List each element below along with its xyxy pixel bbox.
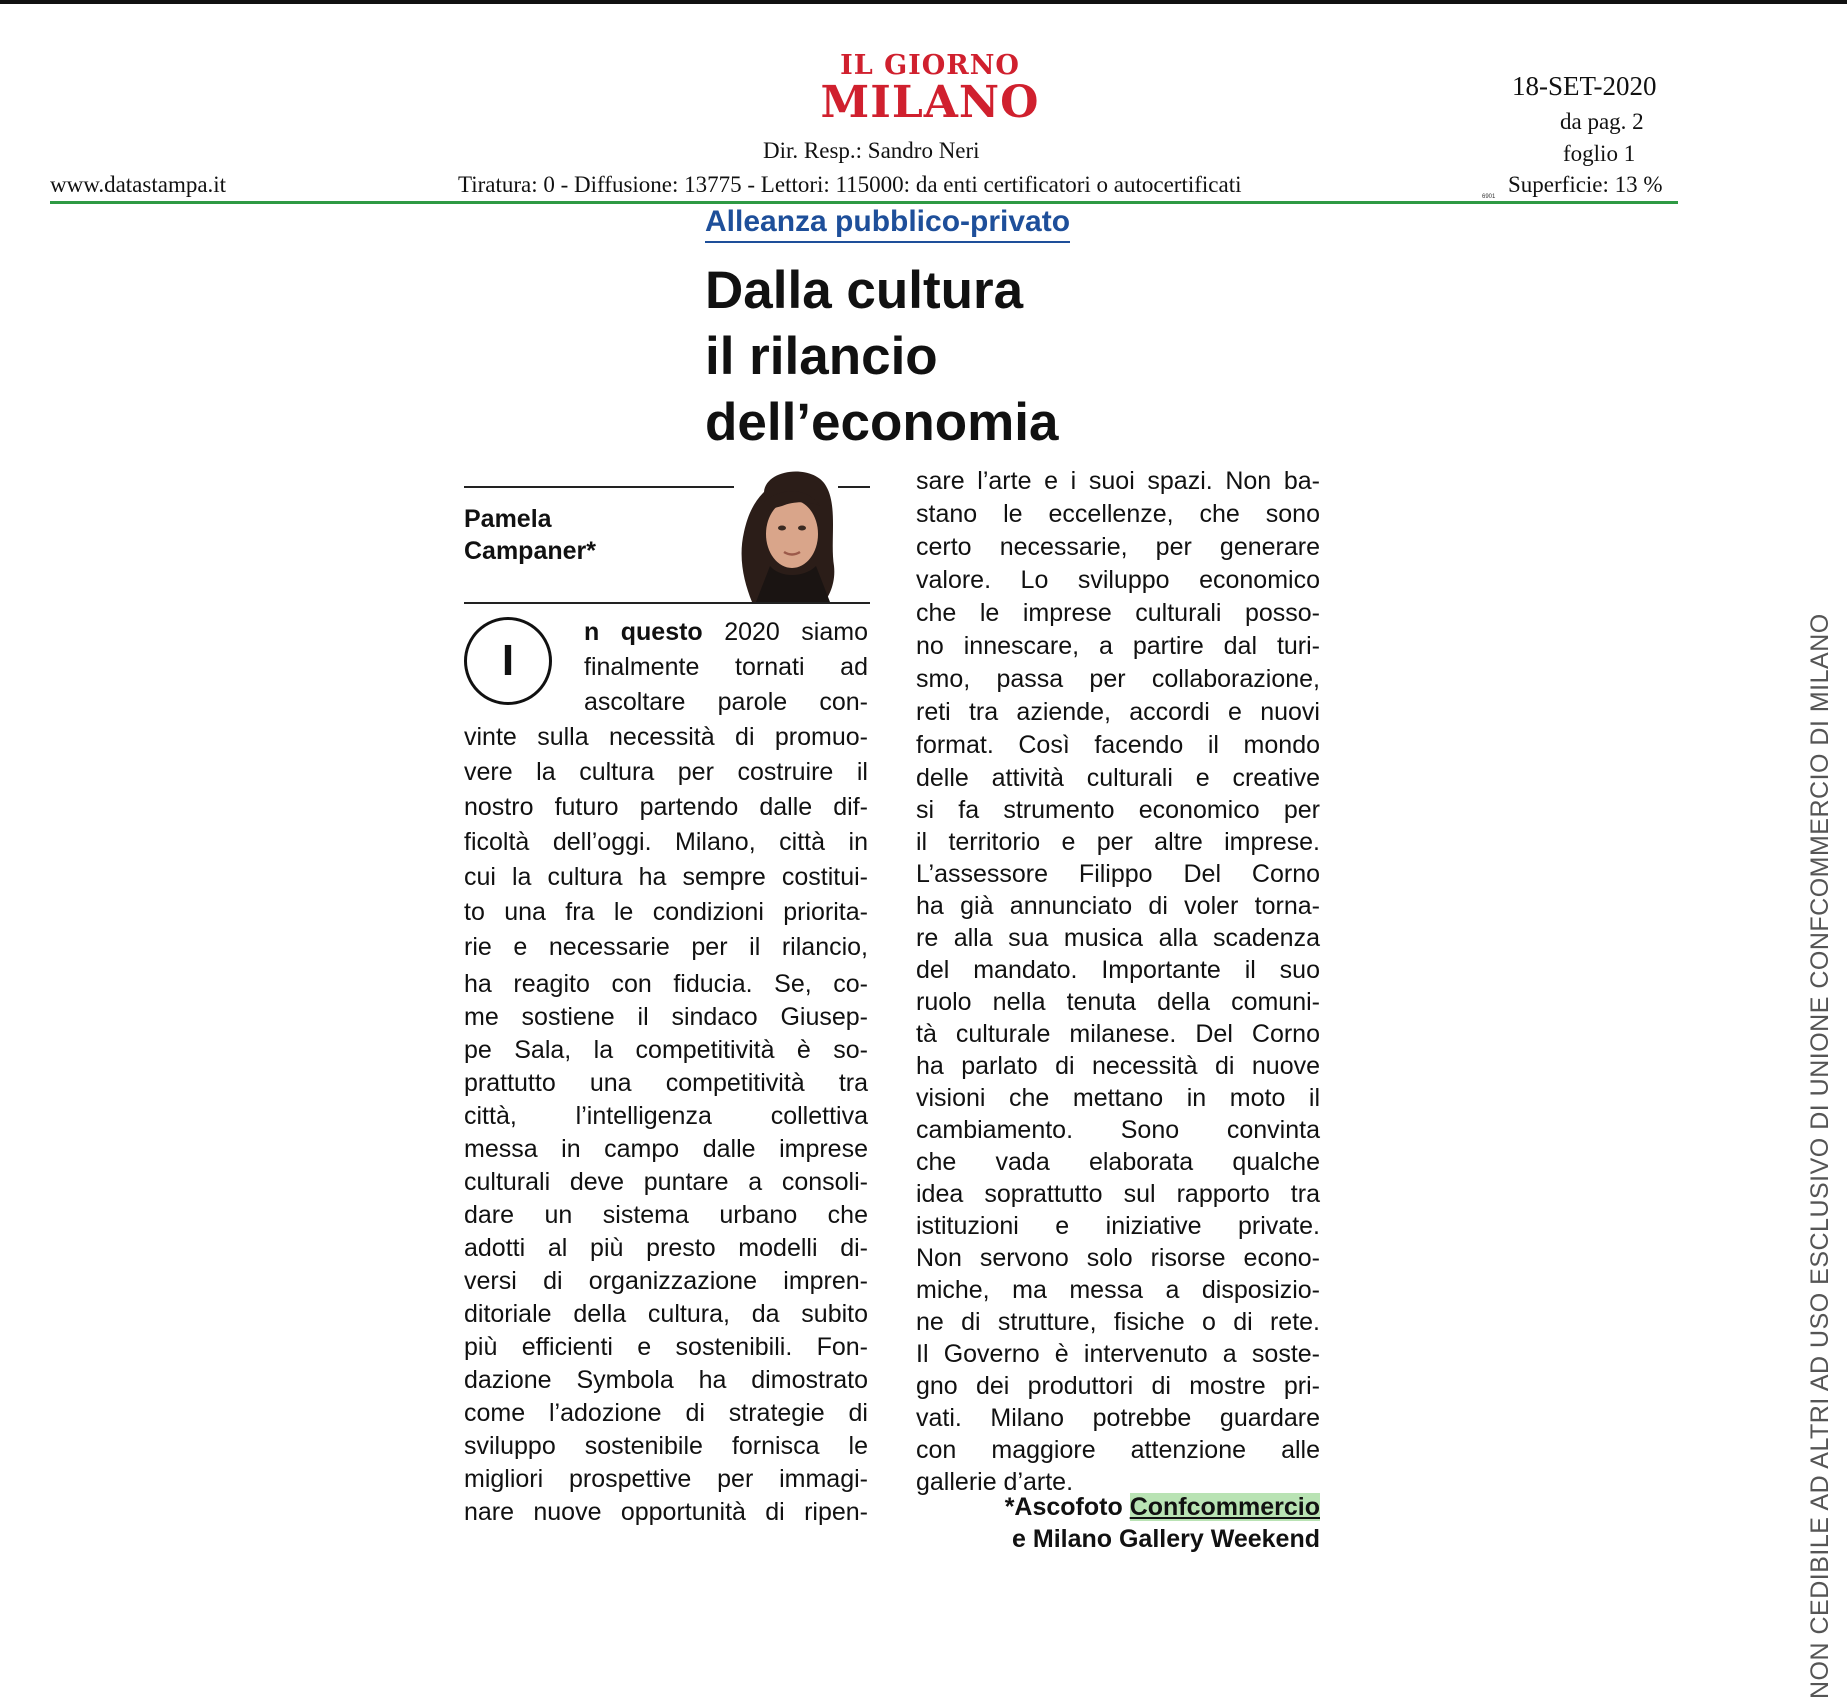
body-line: si fa strumento economico per [916,796,1320,824]
body-line: stano le eccellenze, che sono [916,500,1320,528]
body-line: gno dei produttori di mostre pri- [916,1372,1320,1400]
body-line: migliori prospettive per immagi- [464,1465,868,1493]
body-line: vati. Milano potrebbe guardare [916,1404,1320,1432]
body-line: miche, ma messa a disposizio- [916,1276,1320,1304]
body-line: come l’adozione di strategie di [464,1399,868,1427]
body-line: del mandato. Importante il suo [916,956,1320,984]
body-line: ascoltare parole con- [584,688,868,716]
body-line: format. Così facendo il mondo [916,731,1320,759]
body-line: valore. Lo sviluppo economico [916,566,1320,594]
body-line: no innescare, a partire dal turi- [916,632,1320,660]
caption-highlight: Confcommercio [1129,1493,1320,1521]
body-line: che vada elaborata qualche [916,1148,1320,1176]
body-line: dazione Symbola ha dimostrato [464,1366,868,1394]
issue-date: 18-SET-2020 [1512,71,1657,101]
surface-percent: Superficie: 13 % [1508,172,1663,197]
body-line: pe Sala, la competitività è so- [464,1036,868,1064]
body-line: vinte sulla necessità di promuo- [464,723,868,751]
body-line: ruolo nella tenuta della comuni- [916,988,1320,1016]
body-line: gallerie d’arte. [916,1468,1074,1496]
body-line: vere la cultura per costruire il [464,758,868,786]
body-line: il territorio e per altre imprese. [916,828,1320,856]
body-line: me sostiene il sindaco Giusep- [464,1003,868,1031]
body-line: ficoltà dell’oggi. Milano, città in [464,828,868,856]
body-line: delle attività culturali e creative [916,764,1320,792]
page-code: 6901 [1482,194,1496,200]
body-line: prattutto una competitività tra [464,1069,868,1097]
body-line: Il Governo è intervenuto a soste- [916,1340,1320,1368]
newspaper-logo [800,52,1060,126]
body-line: cambiamento. Sono convinta [916,1116,1320,1144]
page-reference: da pag. 2 [1560,109,1644,134]
body-line: versi di organizzazione impren- [464,1267,868,1295]
body-line: L’assessore Filippo Del Corno [916,860,1320,888]
sheet-number: foglio 1 [1563,141,1636,166]
body-line: messa in campo dalle imprese [464,1135,868,1163]
logo-line-2: MILANO [820,77,1040,128]
body-line: ha parlato di necessità di nuove [916,1052,1320,1080]
body-line: ditoriale della cultura, da subito [464,1300,868,1328]
body-line: Non servono solo risorse econo- [916,1244,1320,1272]
article-kicker: Alleanza pubblico-privato [705,205,1070,243]
body-line: con maggiore attenzione alle [916,1436,1320,1464]
body-line [584,617,868,647]
headline-line: il rilancio [705,327,938,386]
director: Dir. Resp.: Sandro Neri [763,138,980,163]
author-last-name: Campaner* [464,537,596,565]
body-line: dare un sistema urbano che [464,1201,868,1229]
body-line: certo necessarie, per generare [916,533,1320,561]
caption-prefix: *Ascofoto [1004,1493,1130,1521]
body-line: visioni che mettano in moto il [916,1084,1320,1112]
body-line: rie e necessarie per il rilancio, [464,933,868,961]
body-line: re alla sua musica alla scadenza [916,924,1320,952]
body-line: che le imprese culturali posso- [916,599,1320,627]
headline-line: dell’economia [705,393,1059,452]
body-line: smo, passa per collaborazione, [916,665,1320,693]
body-line: istituzioni e iniziative private. [916,1212,1320,1240]
body-line: finalmente tornati ad [584,653,868,681]
article-headline [705,258,1058,456]
circulation-info: Tiratura: 0 - Diffusione: 13775 - Lettori: 115000: da enti certificatori o autocertificati [458,172,1242,197]
body-line: reti tra aziende, accordi e nuovi [916,698,1320,726]
header-rule [50,201,1678,204]
body-line: culturali deve puntare a consoli- [464,1168,868,1196]
author-name [464,503,596,567]
body-line: città, l’intelligenza collettiva [464,1102,868,1130]
lead-text: 2020 siamo [702,618,868,646]
headline-line: Dalla cultura [705,261,1024,320]
lead-bold: n questo [584,618,703,646]
body-line: ha già annunciato di voler torna- [916,892,1320,920]
body-line: più efficienti e sostenibili. Fon- [464,1333,868,1361]
body-line: cui la cultura ha sempre costitui- [464,863,868,891]
body-line: ha reagito con fiducia. Se, co- [464,970,868,998]
drop-cap: I [464,617,552,705]
photo-caption-line-1 [1005,1493,1320,1522]
photo-caption-line-2: e Milano Gallery Weekend [1012,1525,1320,1553]
author-photo [734,462,838,602]
author-rule-bottom [464,602,870,604]
usage-notice: NON CEDIBILE AD ALTRI AD USO ESCLUSIVO DI UNIONE CONFCOMMERCIO DI MILANO [1806,613,1834,1699]
body-line: sare l’arte e i suoi spazi. Non ba- [916,467,1320,495]
author-first-name: Pamela [464,505,552,533]
logo-line-1: IL GIORNO [840,50,1020,81]
body-line: adotti al più presto modelli di- [464,1234,868,1262]
body-line: sviluppo sostenibile fornisca le [464,1432,868,1460]
body-line: idea soprattutto sul rapporto tra [916,1180,1320,1208]
body-line: tà culturale milanese. Del Corno [916,1020,1320,1048]
body-line: ne di strutture, fisiche o di rete. [916,1308,1320,1336]
body-line: nostro futuro partendo dalle dif- [464,793,868,821]
body-line: to una fra le condizioni priorita- [464,898,868,926]
body-line: nare nuove opportunità di ripen- [464,1498,868,1526]
top-border [0,0,1847,4]
website-link[interactable]: www.datastampa.it [50,172,227,197]
